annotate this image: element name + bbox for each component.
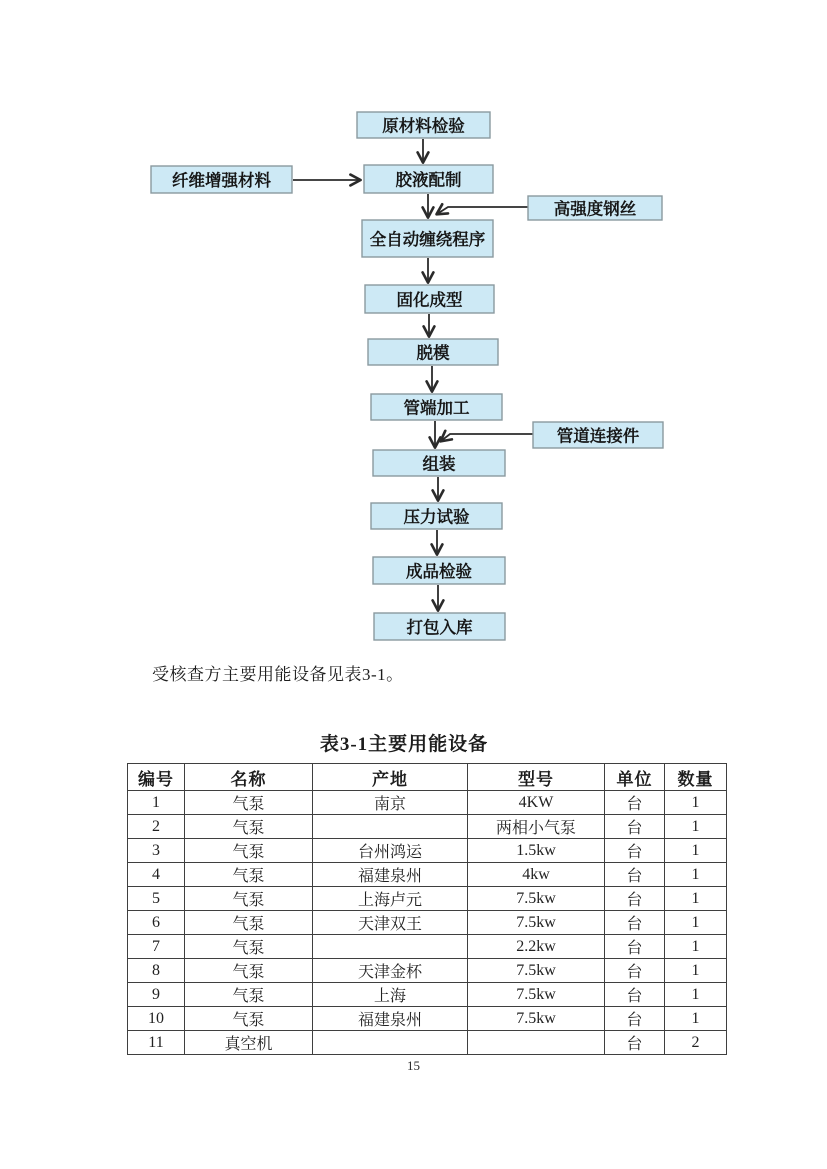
table-cell: 7.5kw <box>468 887 605 911</box>
table-cell: 1 <box>665 887 727 911</box>
table-cell: 气泵 <box>185 911 313 935</box>
table-row <box>128 815 727 839</box>
table-cell: 1 <box>665 959 727 983</box>
table-cell: 4KW <box>468 791 605 815</box>
table-cell: 7.5kw <box>468 1007 605 1031</box>
table-cell: 1 <box>665 935 727 959</box>
flow-node-label: 全自动缠绕程序 <box>369 230 486 249</box>
table-cell: 7.5kw <box>468 911 605 935</box>
flow-arrow-steel-wire-to-winding <box>437 207 528 214</box>
table-cell: 4 <box>128 863 185 887</box>
table-row <box>128 1031 727 1055</box>
table-cell: 11 <box>128 1031 185 1055</box>
table-cell: 天津金杯 <box>313 959 468 983</box>
table-cell <box>313 935 468 959</box>
table-header-row <box>128 764 727 791</box>
table-cell: 真空机 <box>185 1031 313 1055</box>
table-cell: 4kw <box>468 863 605 887</box>
column-header: 编号 <box>128 764 185 791</box>
flowchart-arrows <box>293 139 533 610</box>
table-row <box>128 959 727 983</box>
table-cell: 上海卢元 <box>313 887 468 911</box>
table-cell: 台 <box>605 815 665 839</box>
table-cell: 1.5kw <box>468 839 605 863</box>
table-cell: 南京 <box>313 791 468 815</box>
table-cell: 台 <box>605 911 665 935</box>
flow-node-label: 固化成型 <box>396 290 463 310</box>
table-cell: 福建泉州 <box>313 863 468 887</box>
table-cell: 10 <box>128 1007 185 1031</box>
table-cell: 上海 <box>313 983 468 1007</box>
flow-node-high-strength-steel-wire <box>528 196 662 220</box>
table-row <box>128 911 727 935</box>
flow-node-label: 打包入库 <box>406 618 473 637</box>
table-cell <box>468 1031 605 1055</box>
table-cell: 8 <box>128 959 185 983</box>
table-cell: 气泵 <box>185 863 313 887</box>
table-cell: 1 <box>665 791 727 815</box>
flow-node-assembly <box>373 450 505 476</box>
table-cell: 天津双王 <box>313 911 468 935</box>
table-row <box>128 839 727 863</box>
flow-node-raw-material-inspection <box>357 112 490 138</box>
table-cell: 2.2kw <box>468 935 605 959</box>
flow-node-finished-product-inspection <box>373 557 505 584</box>
flow-node-automatic-winding-program <box>362 220 493 257</box>
table-cell: 台 <box>605 887 665 911</box>
flow-node-packing-into-storage <box>374 613 505 640</box>
table-cell: 1 <box>665 863 727 887</box>
column-header: 单位 <box>605 764 665 791</box>
table-cell <box>313 1031 468 1055</box>
column-header: 数量 <box>665 764 727 791</box>
table-cell: 7 <box>128 935 185 959</box>
flow-node-label: 纤维增强材料 <box>172 171 271 190</box>
table-row <box>128 1007 727 1031</box>
table-body <box>128 791 727 1055</box>
table-cell: 台 <box>605 935 665 959</box>
table-cell: 1 <box>665 839 727 863</box>
table-cell: 台 <box>605 791 665 815</box>
table-cell: 气泵 <box>185 887 313 911</box>
table-row <box>128 887 727 911</box>
table-row <box>128 935 727 959</box>
flow-node-label: 成品检验 <box>406 562 472 581</box>
table-header <box>128 764 727 791</box>
table-cell: 9 <box>128 983 185 1007</box>
table-cell: 台 <box>605 1007 665 1031</box>
flow-node-pipe-end-processing <box>371 394 502 420</box>
table-cell: 福建泉州 <box>313 1007 468 1031</box>
table-row <box>128 983 727 1007</box>
page-number: 15 <box>407 1058 420 1073</box>
flow-node-curing-molding <box>365 285 494 313</box>
flow-node-label: 原材料检验 <box>382 116 465 136</box>
table-cell: 气泵 <box>185 1007 313 1031</box>
table-cell: 7.5kw <box>468 959 605 983</box>
flow-node-label: 管道连接件 <box>556 426 640 446</box>
table-cell: 台 <box>605 863 665 887</box>
paragraph-text: 受核查方主要用能设备见表3-1。 <box>152 665 404 684</box>
table-cell: 气泵 <box>185 983 313 1007</box>
table-cell: 1 <box>665 815 727 839</box>
table-row <box>128 863 727 887</box>
table-cell: 气泵 <box>185 815 313 839</box>
table-cell: 6 <box>128 911 185 935</box>
column-header: 型号 <box>468 764 605 791</box>
table-cell: 台州鸿运 <box>313 839 468 863</box>
table-cell: 2 <box>665 1031 727 1055</box>
equipment-table-container <box>127 763 727 1055</box>
flow-node-label: 高强度钢丝 <box>553 199 637 219</box>
flow-node-pressure-test <box>371 503 502 529</box>
flow-node-label: 管端加工 <box>403 398 470 418</box>
table-cell: 气泵 <box>185 839 313 863</box>
equipment-table <box>127 763 727 1055</box>
table-cell: 气泵 <box>185 791 313 815</box>
table-cell: 1 <box>128 791 185 815</box>
table-cell: 台 <box>605 839 665 863</box>
flow-node-label: 脱模 <box>416 343 450 363</box>
flow-node-label: 胶液配制 <box>395 170 462 190</box>
flow-node-glue-preparation <box>364 165 493 193</box>
table-cell: 气泵 <box>185 959 313 983</box>
table-cell: 气泵 <box>185 935 313 959</box>
flow-node-label: 组装 <box>422 454 456 474</box>
flow-arrow-connectors-to-assembly <box>441 434 533 441</box>
table-cell: 7.5kw <box>468 983 605 1007</box>
table-cell: 台 <box>605 983 665 1007</box>
flow-node-label: 压力试验 <box>403 507 470 527</box>
table-cell: 2 <box>128 815 185 839</box>
table-cell: 1 <box>665 911 727 935</box>
table-cell: 台 <box>605 959 665 983</box>
flowchart-nodes <box>151 112 663 640</box>
table-row <box>128 791 727 815</box>
table-cell: 1 <box>665 983 727 1007</box>
flow-node-fiber-reinforced-material <box>151 166 292 193</box>
flow-node-demolding <box>368 339 498 365</box>
table-cell: 3 <box>128 839 185 863</box>
flow-node-pipe-connectors <box>533 422 663 448</box>
table-cell <box>313 815 468 839</box>
table-cell: 两相小气泵 <box>468 815 605 839</box>
table-cell: 5 <box>128 887 185 911</box>
column-header: 名称 <box>185 764 313 791</box>
table-title: 表3-1主要用能设备 <box>319 734 489 755</box>
column-header: 产地 <box>313 764 468 791</box>
table-cell: 1 <box>665 1007 727 1031</box>
table-cell: 台 <box>605 1031 665 1055</box>
